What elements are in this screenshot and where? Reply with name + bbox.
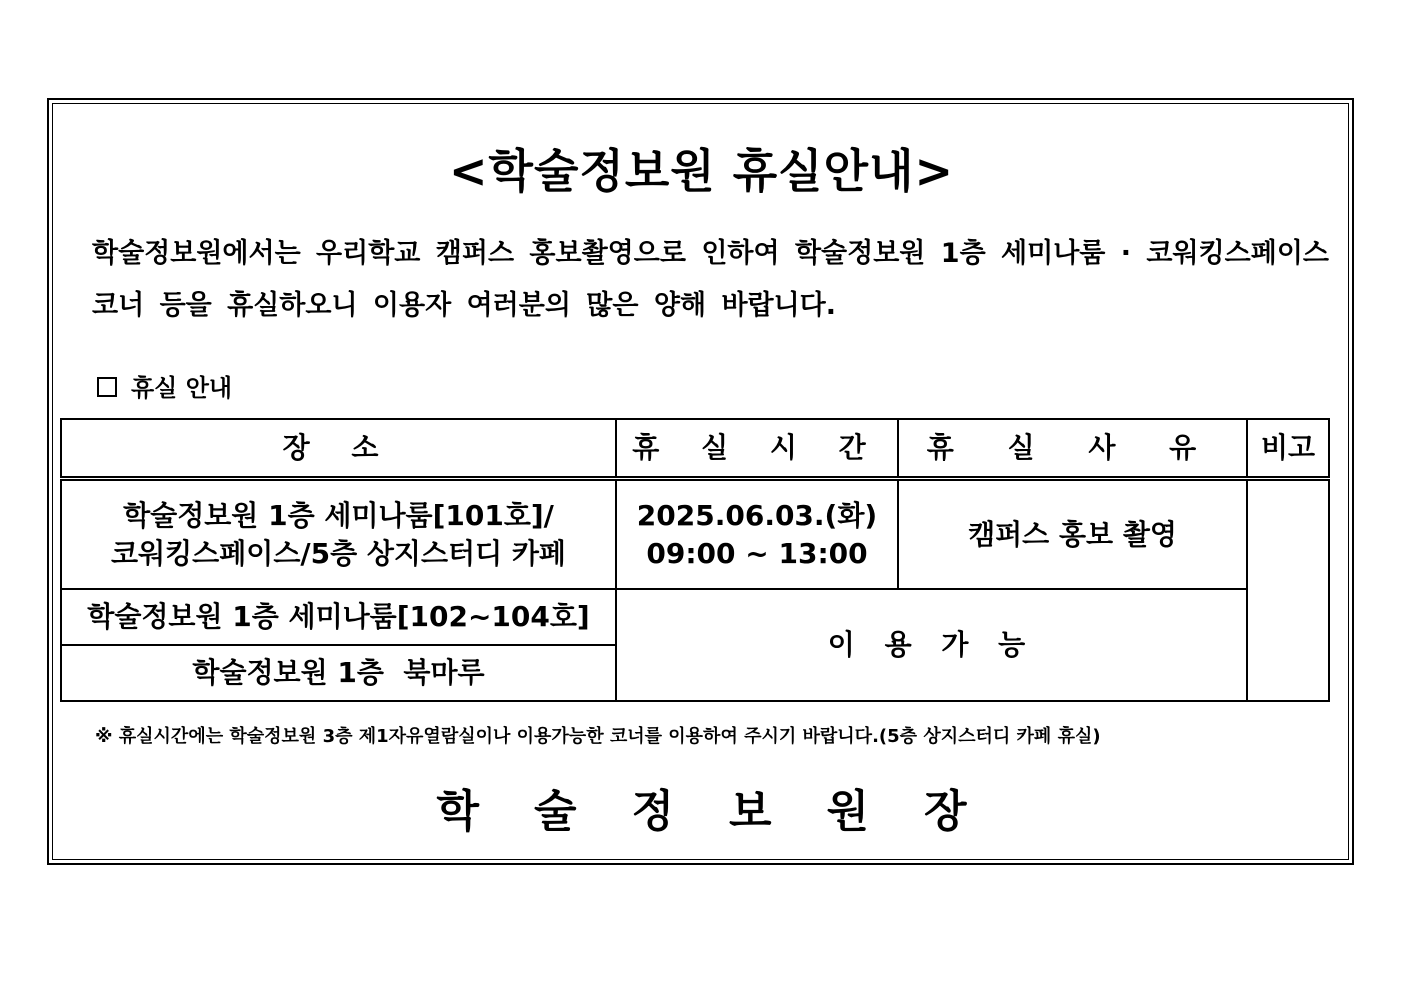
place-cell — [61, 479, 616, 590]
intro-line-2: 코너 등을 휴실하오니 이용자 여러분의 많은 양해 바랍니다. — [92, 290, 837, 321]
header-place-label: 장 소 — [282, 431, 395, 465]
closure-date: 2025.06.03.(화) — [636, 498, 878, 532]
header-time — [616, 419, 898, 479]
reason-cell: 캠퍼스 홍보 촬영 — [898, 479, 1247, 590]
section-heading-label: 휴실 안내 — [131, 374, 233, 402]
availability-label: 이 용 가 능 — [827, 628, 1036, 662]
remarks-cell — [1247, 479, 1329, 702]
time-cell — [616, 479, 898, 590]
header-time-label: 휴 실 시 간 — [632, 431, 882, 465]
closure-table — [60, 418, 1330, 702]
place-cell: 학술정보원 1층 세미나룸[102~104호] — [61, 589, 616, 645]
checkbox-square-icon — [97, 377, 117, 397]
header-reason-label: 휴 실 사 유 — [926, 431, 1219, 465]
availability-cell — [616, 589, 1247, 701]
place-cell: 학술정보원 1층 북마루 — [61, 645, 616, 701]
notice-title: <학술정보원 휴실안내> — [448, 144, 955, 198]
table-header-row — [61, 419, 1329, 479]
header-reason — [898, 419, 1247, 479]
header-remarks — [1247, 419, 1329, 479]
header-remarks-label: 비고 — [1260, 431, 1316, 465]
footnote: ※ 휴실시간에는 학술정보원 3층 제1자유열람실이나 이용가능한 코너를 이용하여 주시기 바랍니다.(5층 상지스터디 카페 휴실) — [95, 726, 1101, 747]
place-line-2: 코워킹스페이스/5층 상지스터디 카페 — [111, 536, 566, 570]
table-row — [61, 479, 1329, 590]
header-place — [61, 419, 616, 479]
place-line-1: 학술정보원 1층 세미나룸[101호]/ — [123, 498, 554, 532]
signature: 학술정보원장 — [436, 786, 1022, 837]
closure-time-range: 09:00 ~ 13:00 — [646, 536, 868, 570]
intro-line-1: 학술정보원에서는 우리학교 캠퍼스 홍보촬영으로 인하여 학술정보원 1층 세미나룸 · 코워킹스페이스 — [92, 238, 1330, 269]
section-heading — [97, 368, 232, 403]
table-row — [61, 589, 1329, 645]
